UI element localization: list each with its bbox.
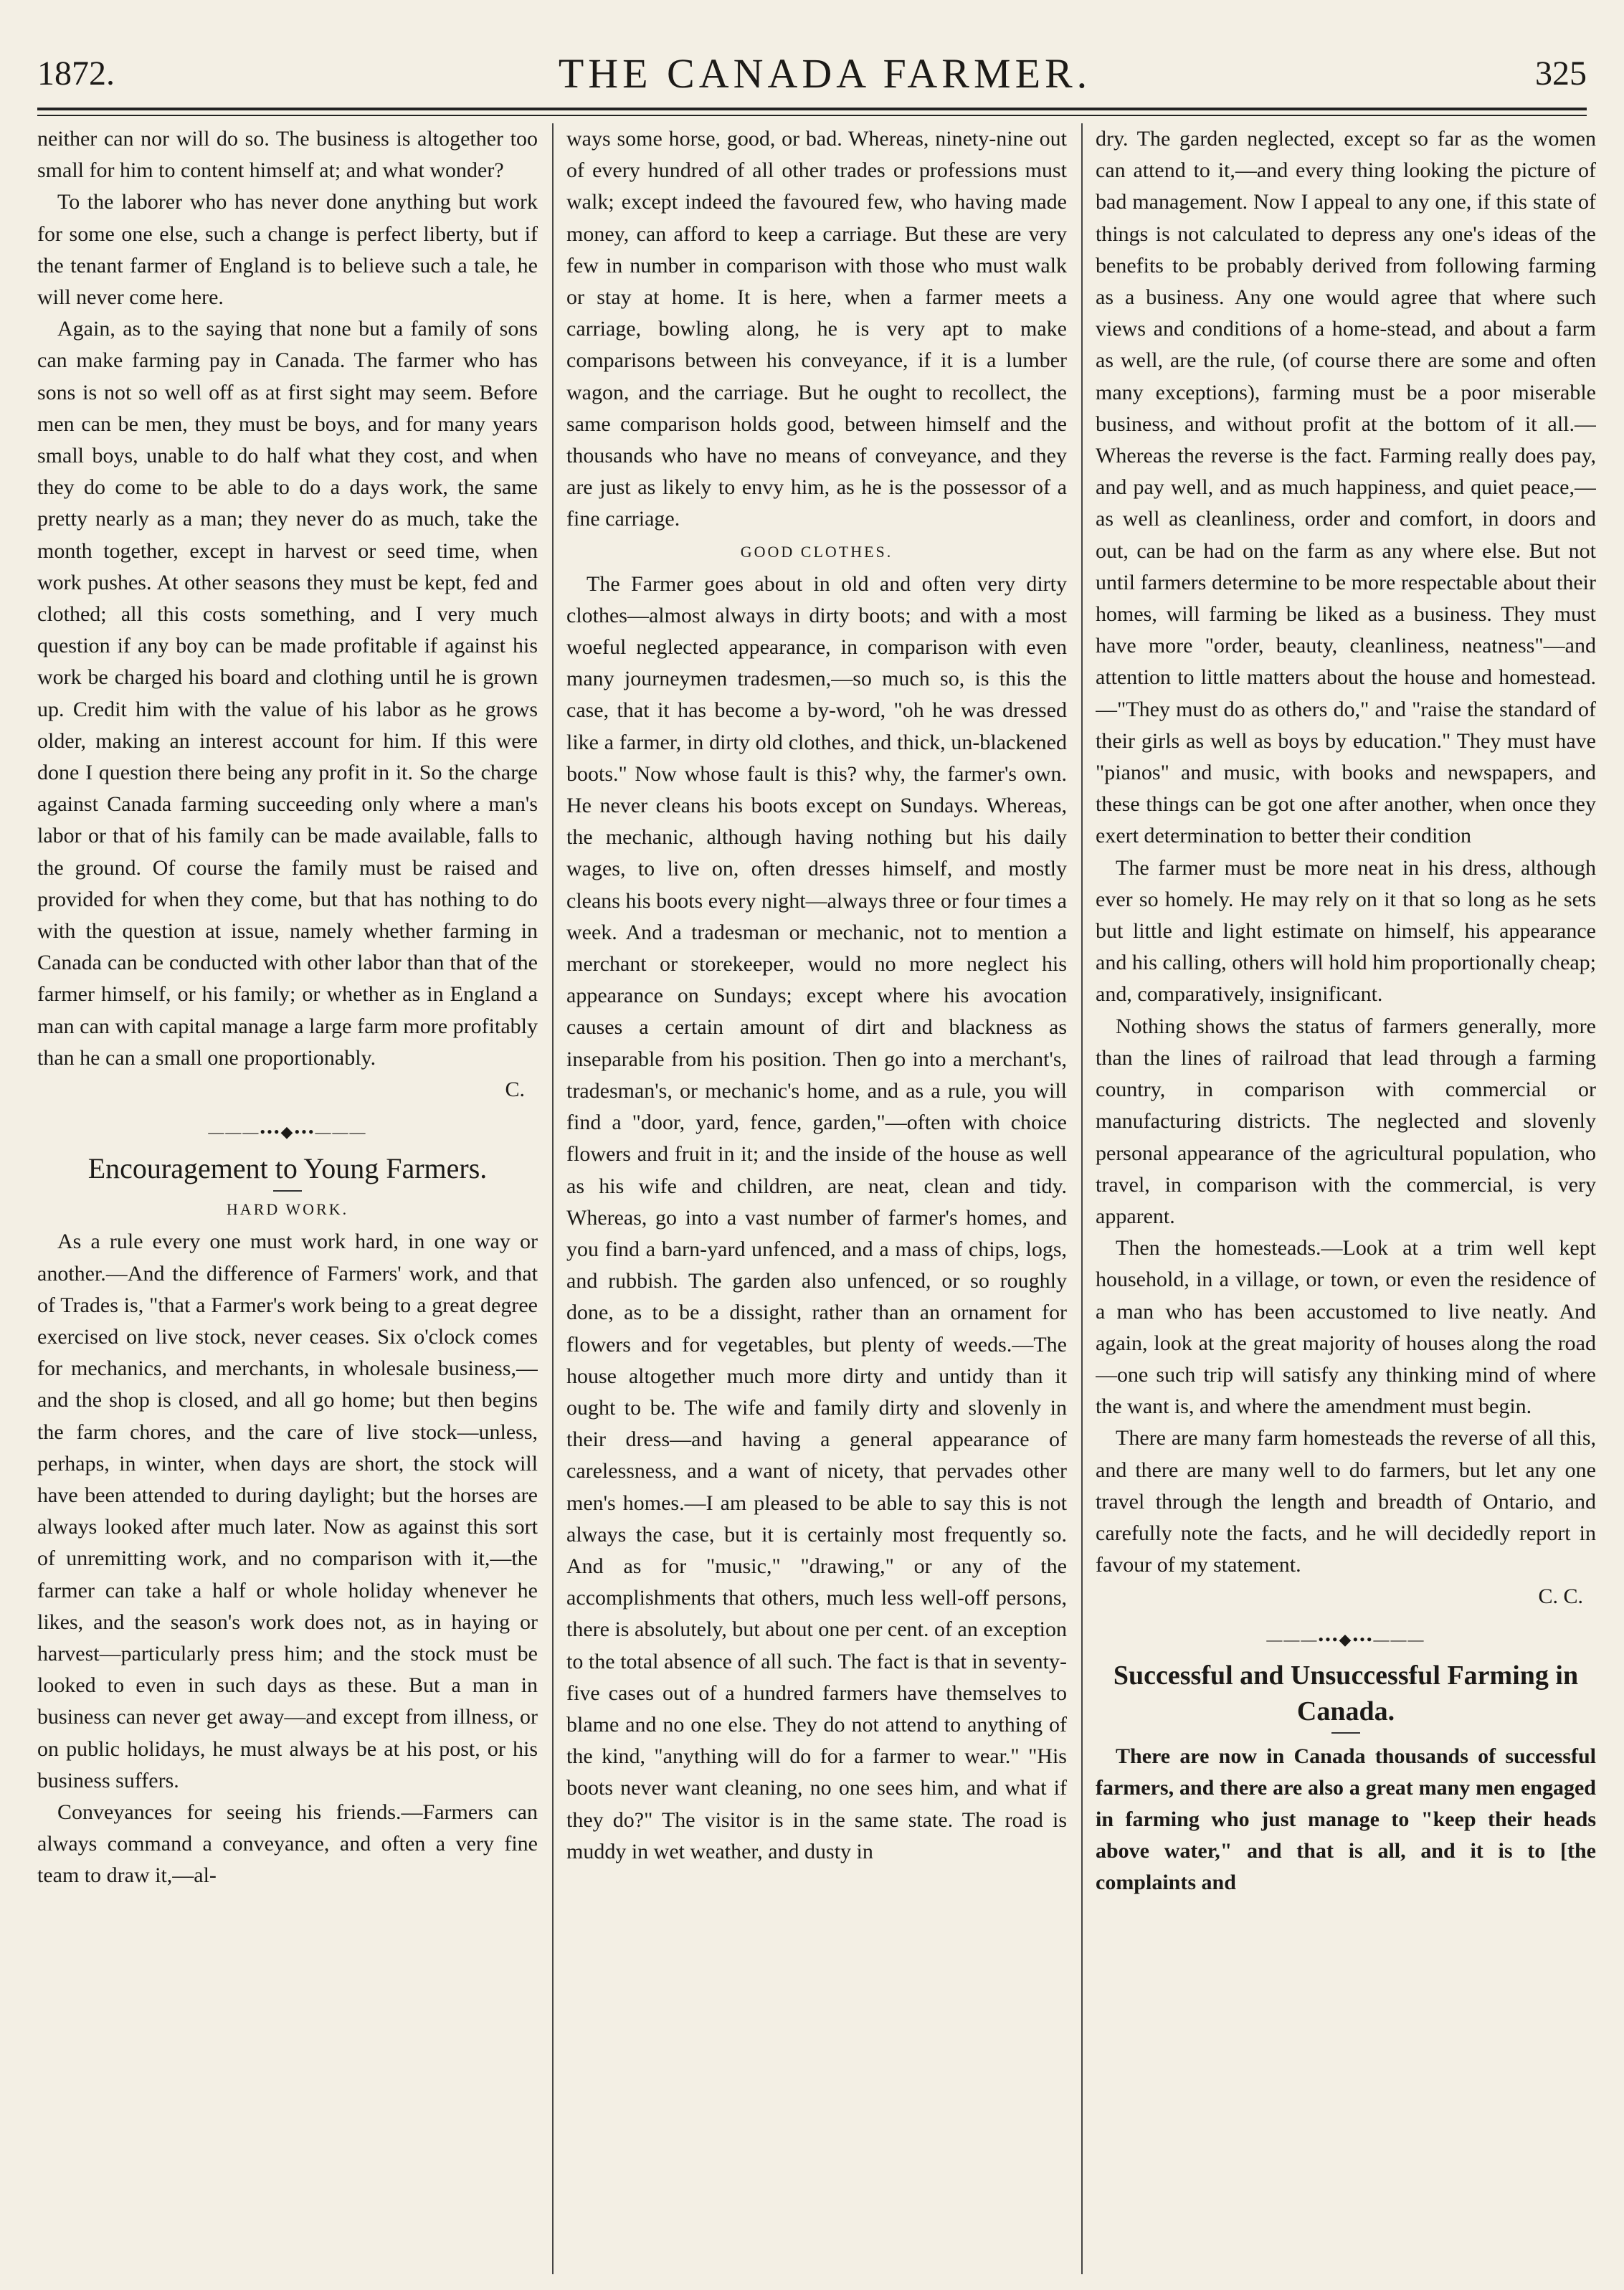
paragraph: To the laborer who has never done anything but work for some one else, such a change is perfect liberty, but if the tenant farmer of England is to believe such a tale, he will never come here. (37, 190, 538, 310)
header-rule-thin (37, 115, 1587, 116)
section-subheading: HARD WORK. (226, 1200, 349, 1219)
paragraph: The farmer must be more neat in his dress, although ever so homely. He may rely on it that so long as he sets but little and light estimate on himself, his appearance and his calling, others will hold him proportionally cheap; and, comparatively, insignificant. (1096, 855, 1596, 1007)
section-divider: ———•••◆•••——— (1266, 1630, 1425, 1648)
paragraph: neither can nor will do so. The business is altogether too small for him to content himself at; and what wonder? (37, 127, 538, 183)
column-divider-1 (552, 123, 554, 2274)
paragraph: Nothing shows the status of farmers generally, more than the lines of railroad that lead through a farming country, in comparison with commercial or manufacturing districts. The neglected and slovenly personal appearance of the agricultural population, who travel, in comparison with the commercial, is very apparent. (1096, 1014, 1596, 1228)
section-divider: ———•••◆•••——— (208, 1123, 367, 1141)
paragraph: There are now in Canada thousands of successful farmers, and there are also a great many men engaged in farming who just manage to "keep their heads above water," and that is all, and it is to [the complaints and (1096, 1744, 1596, 1895)
heading-rule (1331, 1732, 1360, 1734)
section-subheading: GOOD CLOTHES. (740, 542, 893, 561)
issue-year: 1872. (37, 54, 115, 92)
paragraph: As a rule every one must work hard, in one way or another.—And the difference of Farmers' work, and that of Trades is, "that a Farmer's work being to a great degree exercised on live stock, never ceases. Six o'clock comes for mechanics, and merchants, in wholesale business,—and the shop is closed, and all go home; but then begins the farm chores, and the care of live stock—unless, perhaps, in winter, when days are short, the stock will have been attended to during daylight; but the horses are always looked after much later. Now as against this sort of unremitting work, and no comparison with it,—the farmer can take a half or whole holiday whenever he likes, and the season's work does not, as in haying or harvest—particularly press him; and the stock must be looked to even in such days as these. But a man in business can never get away—and except from illness, or on public holidays, he must always be at his post, or his business suffers. (37, 1230, 538, 1792)
heading-rule (273, 1190, 302, 1192)
column-2 (566, 123, 1067, 2274)
column-1 (37, 123, 538, 2274)
paragraph: dry. The garden neglected, except so far as the women can attend to it,—and every thing looking the picture of bad management. Now I appeal to any one, if this state of things is not calculated to depress any one's ideas of the benefits to be probably derived from following farming as a business. Any one would agree that where such views and conditions of a home-stead, and about a farm as well, are the rule, (of course there are some and often many exceptions), farming must be a poor miserable business, and without profit at the bottom of it all.—Whereas the reverse is the fact. Farming really does pay, and pay well, and as much happiness, and quiet peace,—as well as cleanliness, order and comfort, in doors and out, can be had on the farm as any where else. But not until farmers determine to be more respectable about their homes, will farming be liked as a business. They must have more "order, beauty, cleanliness, neatness"—and attention to little matters about the house and homestead.—"They must do as others do," and "raise the standard of their girls as well as boys by education." They must have "pianos" and music, with books and newspapers, and these things can be got one after another, when once they exert determination to better their condition (1096, 127, 1596, 848)
masthead-title: THE CANADA FARMER. (558, 49, 1092, 97)
paragraph: Again, as to the saying that none but a family of sons can make farming pay in Canada. The farmer who has sons is not so well off as at first sight may seem. Before men can be men, they must be boys, and for many years small boys, unable to do half what they cost, and when they do come to be able to do a days work, the same pretty nearly as a man; they never do as much, take the month together, except in harvest or seed time, when work pushes. At other seasons they must be kept, fed and clothed; all this costs something, and I very much question if any boy can be made profitable if against his work be charged his board and clothing until he is grown up. Credit him with the value of his labor as he grows older, making an interest account for him. If this were done I question there being any profit in it. So the charge against Canada farming succeeding only where a man's labor or that of his family can be made available, falls to the ground. Of course the family must be raised and provided for when they come, but that has nothing to do with the question at issue, namely whether farming in Canada can be conducted with other labor than that of the farmer himself, or his family; or whether as in England a man can with capital manage a large farm more profitably than he can a small one proportionably. (37, 317, 538, 1070)
author-signature: C. (505, 1078, 525, 1102)
article-heading: Successful and Unsuccessful Farming in Canada. (1113, 1660, 1579, 1726)
paragraph: Then the homesteads.—Look at a trim well kept household, in a village, or town, or even the residence of a man who has been accustomed to live neatly. And again, look at the great majority of houses along the road—one such trip will satisfy any thinking mind of where the want is, and where the amendment must begin. (1096, 1236, 1596, 1419)
header-rule-thick (37, 108, 1587, 110)
paragraph: The Farmer goes about in old and often very dirty clothes—almost always in dirty boots; and with a most woeful neglected appearance, in comparison with even many journeymen tradesmen,—so much so, is this the case, that it has become a by-word, "oh he was dressed like a farmer, in dirty old clothes, and thick, un-blackened boots." Now whose fault is this? why, the farmer's own. He never cleans his boots except on Sundays. Whereas, the mechanic, although having nothing but his daily wages, to live on, often dresses himself, and mostly cleans his boots every night—always three or four times a week. And a tradesman or mechanic, not to mention a merchant or storekeeper, would no more neglect his appearance on Sundays; except where his avocation causes a certain amount of dirt and blackness as inseparable from his position. Then go into a merchant's, tradesman's, or mechanic's home, and as a rule, you will find a "door, yard, fence, garden,"—often with choice flowers and fruit in it; and the inside of the house as well as his wife and children, are neat, clean and tidy. Whereas, go into a vast number of farmer's homes, and you find a barn-yard unfenced, and a mass of chips, logs, and rubbish. The garden also unfenced, or so roughly done, as to be a dissight, rather than an ornament for flowers and for vegetables, but plenty of weeds.—The house altogether much more dirty and untidy than it ought to be. The wife and family dirty and slovenly in their dress—and having a general appearance of carelessness, and a want of nicety, that pervades other men's homes.—I am pleased to be able to say this is not always the case, but it is certainly most frequently so. And as for "music," "drawing," or any of the accomplishments that others, much less well-off persons, there is absolutely, but about one per cent. of an exception to the total absence of all such. The fact is that in seventy-five cases out of a hundred farmers have themselves to blame and no one else. They do not attend to anything of the kind, "anything will do for a farmer to wear." "His boots never want cleaning, no one sees him, and what if they do?" The visitor is in the same state. The road is muddy in wet weather, and dusty in (566, 571, 1067, 1863)
page-number: 325 (1535, 54, 1587, 92)
paragraph: There are many farm homesteads the reverse of all this, and there are many well to do farmers, but let any one travel through the length and breadth of Ontario, and carefully note the facts, and he will decidedly report in favour of my statement. (1096, 1426, 1596, 1577)
paragraph: Conveyances for seeing his friends.—Farmers can always command a conveyance, and often a very fine team to draw it,—al- (37, 1800, 538, 1888)
column-divider-2 (1081, 123, 1083, 2274)
author-signature: C. C. (1538, 1585, 1583, 1609)
page-header (37, 44, 1587, 102)
article-heading: Encouragement to Young Farmers. (87, 1152, 488, 1185)
paragraph: ways some horse, good, or bad. Whereas, ninety-nine out of every hundred of all other trades or professions must walk; except indeed the favoured few, who having made money, can afford to keep a carriage. But these are very few in number in comparison with those who must walk or stay at home. It is here, when a farmer meets a carriage, bowling along, he is very apt to make comparisons between his conveyance, if it is a lumber wagon, and the carriage. But he ought to recollect, the same comparison holds good, between himself and the thousands who have no means of conveyance, and they are just as likely to envy him, as he is the possessor of a fine carriage. (566, 127, 1067, 531)
column-3 (1096, 123, 1596, 2274)
